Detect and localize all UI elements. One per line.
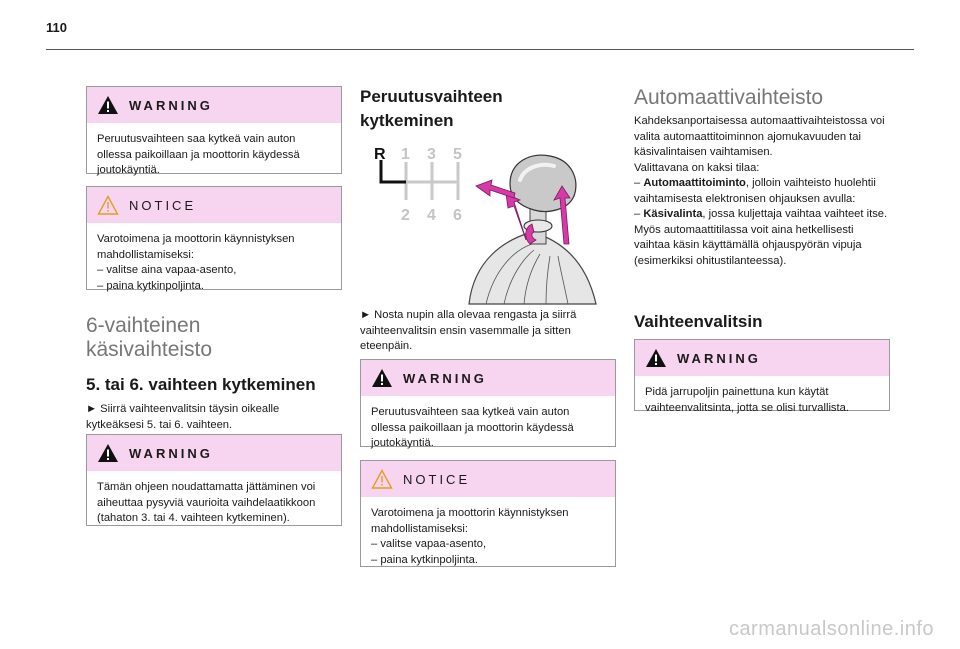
notice-header bbox=[361, 461, 615, 497]
warning-text: Pidä jarrupoljin painettuna kun käytät vaihteenvalitsinta, jotta se olisi turvallista. bbox=[645, 386, 849, 414]
warning-label: WARNING bbox=[129, 445, 213, 461]
notice-item: – paina kytkinpoljinta. bbox=[97, 279, 204, 292]
instruction-text: ► Siirrä vaihteenvalitsin täysin oikealle kytkeäksesi 5. tai 6. vaihteen. bbox=[86, 403, 280, 431]
mode-description: , jossa kuljettaja vaihtaa vaihteet itse. bbox=[702, 208, 888, 220]
notice-triangle-icon bbox=[371, 469, 393, 489]
warning-box bbox=[86, 86, 342, 174]
warning-header bbox=[87, 87, 341, 123]
top-rule bbox=[46, 49, 914, 50]
gear-label: 6 bbox=[453, 207, 462, 224]
warning-triangle-icon bbox=[371, 368, 393, 388]
notice-body bbox=[361, 497, 615, 576]
notice-intro: Varotoimena ja moottorin käynnistyksen mahdollistamiseksi: bbox=[371, 507, 569, 535]
notice-box bbox=[86, 186, 342, 290]
mode-item: – Käsivalinta, jossa kuljettaja vaihtaa vaihteet itse. bbox=[634, 208, 888, 220]
notice-triangle-icon bbox=[97, 195, 119, 215]
body-text bbox=[634, 114, 890, 269]
section-title-line: kytkeminen bbox=[360, 111, 454, 130]
warning-text: Peruutusvaihteen saa kytkeä vain auton ollessa paikoillaan ja moottorin käydessä joutokäyntiä. bbox=[371, 406, 574, 449]
notice-body bbox=[87, 223, 341, 302]
mode-item: – Automaattitoiminto, jolloin vaihteisto huolehtii vaihtamisesta elektronisen ohjauksen avulla: bbox=[634, 177, 876, 205]
gear-shift-diagram bbox=[374, 140, 614, 306]
warning-label: WARNING bbox=[677, 350, 761, 366]
watermark: carmanualsonline.info bbox=[728, 618, 934, 640]
mode-name: Käsivalinta bbox=[643, 208, 703, 220]
warning-text: Peruutusvaihteen saa kytkeä vain auton ollessa paikoillaan ja moottorin käydessä joutokäyntiä. bbox=[97, 133, 300, 176]
warning-triangle-icon bbox=[97, 95, 119, 115]
mode-description: , jolloin vaihteisto huolehtii vaihtamisesta elektronisen ohjauksen avulla: bbox=[634, 177, 876, 205]
gear-label-r: R bbox=[374, 146, 386, 163]
section-title bbox=[86, 314, 342, 362]
warning-header bbox=[361, 360, 615, 396]
section-title-line: käsivaihteisto bbox=[86, 338, 213, 361]
warning-box bbox=[86, 434, 342, 526]
warning-header bbox=[635, 340, 889, 376]
warning-label: WARNING bbox=[403, 370, 487, 386]
notice-label: NOTICE bbox=[403, 471, 471, 487]
warning-label: WARNING bbox=[129, 97, 213, 113]
page-number: 110 bbox=[46, 20, 67, 35]
notice-header bbox=[87, 187, 341, 223]
warning-triangle-icon bbox=[645, 348, 667, 368]
warning-box bbox=[634, 339, 890, 414]
paragraph: Kahdeksanportaisessa automaattivaihteistossa voi valita automaattitoiminnon ajomukavuuden tai käsivalintaisen vaihtamisen. bbox=[634, 115, 885, 158]
instruction-text: ► Nosta nupin alla olevaa rengasta ja siirrä vaihteenvalitsin ensin vasemmalle ja sitten eteenpäin. bbox=[360, 309, 577, 352]
paragraph: Valittavana on kaksi tilaa: bbox=[634, 161, 760, 174]
notice-intro: Varotoimena ja moottorin käynnistyksen mahdollistamiseksi: bbox=[97, 233, 295, 261]
warning-box bbox=[360, 359, 616, 447]
notice-label: NOTICE bbox=[129, 197, 197, 213]
gear-label: 3 bbox=[427, 146, 436, 163]
warning-header bbox=[87, 435, 341, 471]
notice-item: – valitse aina vapaa-asento, bbox=[97, 264, 237, 276]
section-title-line: 6-vaihteinen bbox=[86, 314, 201, 337]
section-title bbox=[360, 86, 616, 132]
paragraph: Myös automaattitilassa voit aina hetkellisesti vaihtaa käsin käyttämällä ohjauspyörän vipuja (esimerkiksi ohitustilanteessa). bbox=[634, 223, 862, 267]
mode-name: Automaattitoiminto bbox=[643, 177, 746, 189]
warning-triangle-icon bbox=[97, 443, 119, 463]
gear-label: 5 bbox=[453, 146, 462, 163]
sub-title: Vaihteenvalitsin bbox=[634, 312, 763, 331]
gear-label: 4 bbox=[427, 207, 436, 224]
notice-item: – paina kytkinpoljinta. bbox=[371, 553, 478, 566]
sub-title: 5. tai 6. vaihteen kytkeminen bbox=[86, 375, 316, 394]
notice-box bbox=[360, 460, 616, 567]
notice-item: – valitse vapaa-asento, bbox=[371, 538, 487, 550]
gear-label: 1 bbox=[401, 146, 410, 163]
gear-label: 2 bbox=[401, 207, 410, 224]
section-title: Automaattivaihteisto bbox=[634, 86, 824, 109]
warning-text: Tämän ohjeen noudattamatta jättäminen voi aiheuttaa pysyviä vaurioita vaihdelaatikkoon (tahaton 3. tai 4. vaihteen kytkeminen). bbox=[97, 481, 316, 524]
section-title-line: Peruutusvaihteen bbox=[360, 87, 503, 106]
